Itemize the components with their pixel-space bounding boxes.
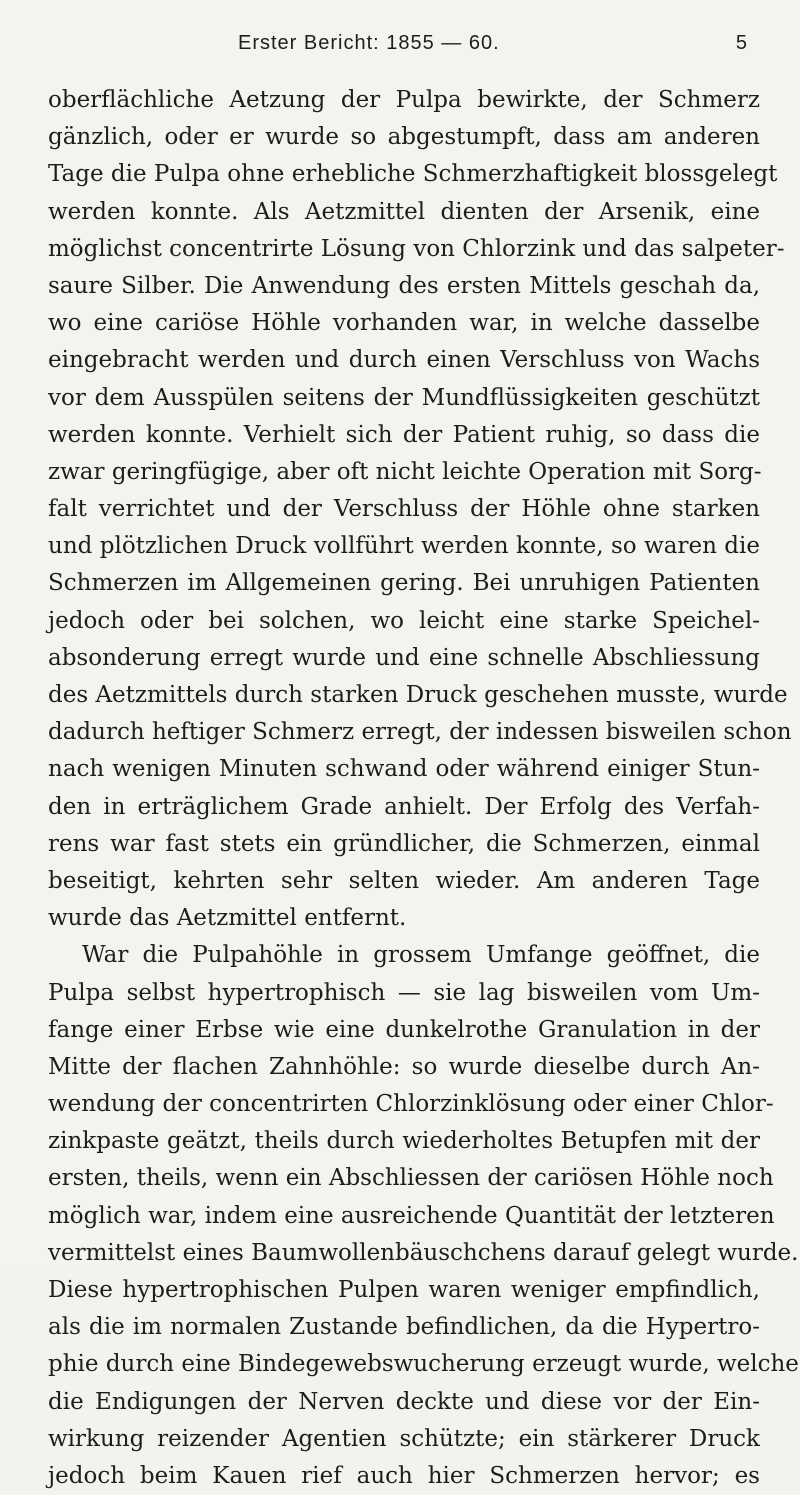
text-line: jedoch beim Kauen rief auch hier Schmerzen hervor; es [48,1462,760,1489]
text-line: falt verrichtet und der Verschluss der Höhle ohne starken [48,496,760,523]
text-line: rens war fast stets ein gründlicher, die Schmerzen, einmal [48,830,760,857]
text-line: Tage die Pulpa ohne erhebliche Schmerzhaftigkeit blossgelegt [48,161,778,188]
text-line: zinkpaste geätzt, theils durch wiederholtes Betupfen mit der [48,1128,760,1155]
text-line: wirkung reizender Agentien schützte; ein stärkerer Druck [48,1425,760,1452]
text-line: die Endigungen der Nerven deckte und diese vor der Ein- [48,1388,760,1415]
text-line: Schmerzen im Allgemeinen gering. Bei unruhigen Patienten [48,570,760,597]
text-line: Mitte der flachen Zahnhöhle: so wurde dieselbe durch An- [48,1053,760,1080]
page-number: 5 [735,32,748,54]
text-line: War die Pulpahöhle in grossem Umfange geöffnet, die [82,942,760,969]
body-text [48,82,799,1495]
text-line: Diese hypertrophischen Pulpen waren weniger empfindlich, [48,1277,760,1303]
text-line: absonderung erregt wurde und eine schnelle Abschliessung [48,644,760,671]
text-line: nach wenigen Minuten schwand oder während einiger Stun- [48,756,760,783]
text-line: saure Silber. Die Anwendung des ersten Mittels geschah da, [48,272,760,299]
text-line: werden konnte. Verhielt sich der Patient ruhig, so dass die [48,421,760,448]
text-line: wo eine cariöse Höhle vorhanden war, in welche dasselbe [48,310,760,337]
running-title: Erster Bericht: 1855 — 60. [238,32,500,54]
text-line: phie durch eine Bindegewebswucherung erzeugt wurde, welche [48,1351,799,1378]
text-line: beseitigt, kehrten sehr selten wieder. Am anderen Tage [48,867,760,894]
text-line: möglich war, indem eine ausreichende Quantität der letzteren [48,1202,775,1229]
text-line: zwar geringfügige, aber oft nicht leichte Operation mit Sorg- [48,458,762,485]
text-line: und plötzlichen Druck vollführt werden konnte, so waren die [48,533,760,560]
text-line: fange einer Erbse wie eine dunkelrothe Granulation in der [48,1016,760,1043]
text-line: gänzlich, oder er wurde so abgestumpft, dass am anderen [48,124,760,151]
text-line: Pulpa selbst hypertrophisch — sie lag bisweilen vom Um- [48,979,760,1006]
text-line: als die im normalen Zustande befindlichen, da die Hypertro- [48,1314,760,1341]
text-line: vermittelst eines Baumwollenbäuschchens darauf gelegt wurde. [48,1239,799,1266]
text-line: eingebracht werden und durch einen Verschluss von Wachs [48,347,760,374]
text-line: möglichst concentrirte Lösung von Chlorzink und das salpeter- [48,235,785,262]
text-line: wurde das Aetzmittel entfernt. [48,905,407,932]
text-line: vor dem Ausspülen seitens der Mundflüssigkeiten geschützt [48,384,760,411]
text-line: jedoch oder bei solchen, wo leicht eine starke Speichel- [48,607,760,634]
text-line: des Aetzmittels durch starken Druck geschehen musste, wurde [48,682,788,708]
running-header [48,28,748,58]
text-line: wendung der concentrirten Chlorzinklösung oder einer Chlor- [48,1091,774,1118]
text-line: dadurch heftiger Schmerz erregt, der indessen bisweilen schon [48,719,792,746]
text-line: werden konnte. Als Aetzmittel dienten der Arsenik, eine [48,198,760,225]
text-line: ersten, theils, wenn ein Abschliessen der cariösen Höhle noch [48,1165,774,1192]
text-line: oberflächliche Aetzung der Pulpa bewirkte, der Schmerz [48,87,760,113]
text-line: den in erträglichem Grade anhielt. Der Erfolg des Verfah- [48,793,760,820]
